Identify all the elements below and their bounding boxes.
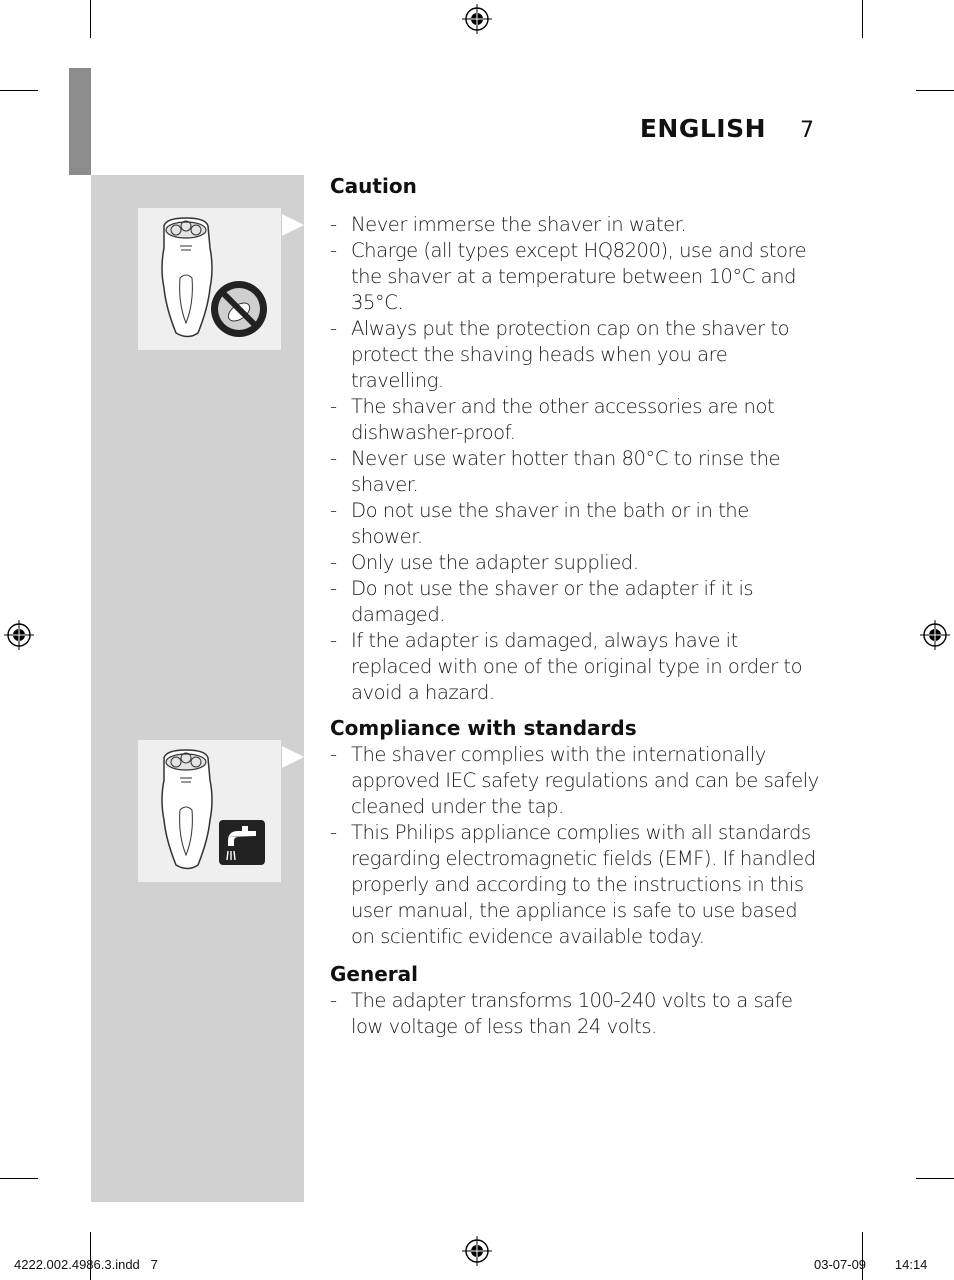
- registration-mark-icon: [462, 1236, 492, 1266]
- compliance-heading: Compliance with standards: [330, 716, 637, 740]
- list-item: - Only use the adapter supplied.: [330, 550, 820, 576]
- compliance-list: [330, 742, 820, 950]
- shaver-icon: [162, 750, 212, 869]
- crop-mark: [862, 1232, 863, 1280]
- callout-pointer: [282, 214, 304, 236]
- list-item: - Never immerse the shaver in water.: [330, 212, 820, 238]
- chapter-tab: [69, 68, 91, 175]
- illustration-tap-clean: [138, 740, 281, 882]
- registration-mark-icon: [920, 620, 950, 650]
- general-heading: General: [330, 962, 418, 986]
- general-list: [330, 988, 820, 1040]
- crop-mark: [916, 90, 954, 91]
- list-item: - The shaver complies with the internationally approved IEC safety regulations and can be safely cleaned under the tap.: [330, 742, 820, 820]
- callout-pointer: [282, 746, 304, 768]
- crop-mark: [90, 0, 91, 38]
- crop-mark: [916, 1178, 954, 1179]
- crop-mark: [0, 1178, 38, 1179]
- footer-date-time: 03-07-09 14:14: [814, 1257, 928, 1272]
- list-item: - This Philips appliance complies with all standards regarding electromagnetic fields (EMF). If handled properly and according to the instructions in this user manual, the appliance is safe to use based on scientific evidence available today.: [330, 820, 820, 950]
- list-item: - Charge (all types except HQ8200), use and store the shaver at a temperature between 10°C and 35°C.: [330, 238, 820, 316]
- list-item: - Never use water hotter than 80°C to rinse the shaver.: [330, 446, 820, 498]
- no-water-immersion-icon: [211, 281, 267, 337]
- language-heading: ENGLISH: [639, 114, 766, 143]
- list-item: - Do not use the shaver or the adapter if it is damaged.: [330, 576, 820, 628]
- shaver-icon: [162, 218, 212, 337]
- water-tap-icon: [219, 820, 265, 865]
- content-column: [330, 170, 820, 1040]
- page-number: 7: [800, 118, 814, 143]
- list-item: - Do not use the shaver in the bath or in the shower.: [330, 498, 820, 550]
- list-item: - Always put the protection cap on the shaver to protect the shaving heads when you are travelling.: [330, 316, 820, 394]
- registration-mark-icon: [462, 4, 492, 34]
- illustration-no-immerse: [138, 208, 281, 350]
- list-item: - The shaver and the other accessories are not dishwasher-proof.: [330, 394, 820, 446]
- footer-file-slug: 4222.002.4986.3.indd 7: [14, 1257, 158, 1272]
- caution-list: [330, 212, 820, 706]
- crop-mark: [862, 0, 863, 38]
- crop-mark: [90, 1232, 91, 1280]
- list-item: - If the adapter is damaged, always have it replaced with one of the original type in order to avoid a hazard.: [330, 628, 820, 706]
- registration-mark-icon: [4, 620, 34, 650]
- caution-heading: Caution: [330, 174, 417, 198]
- crop-mark: [0, 90, 38, 91]
- list-item: - The adapter transforms 100-240 volts to a safe low voltage of less than 24 volts.: [330, 988, 820, 1040]
